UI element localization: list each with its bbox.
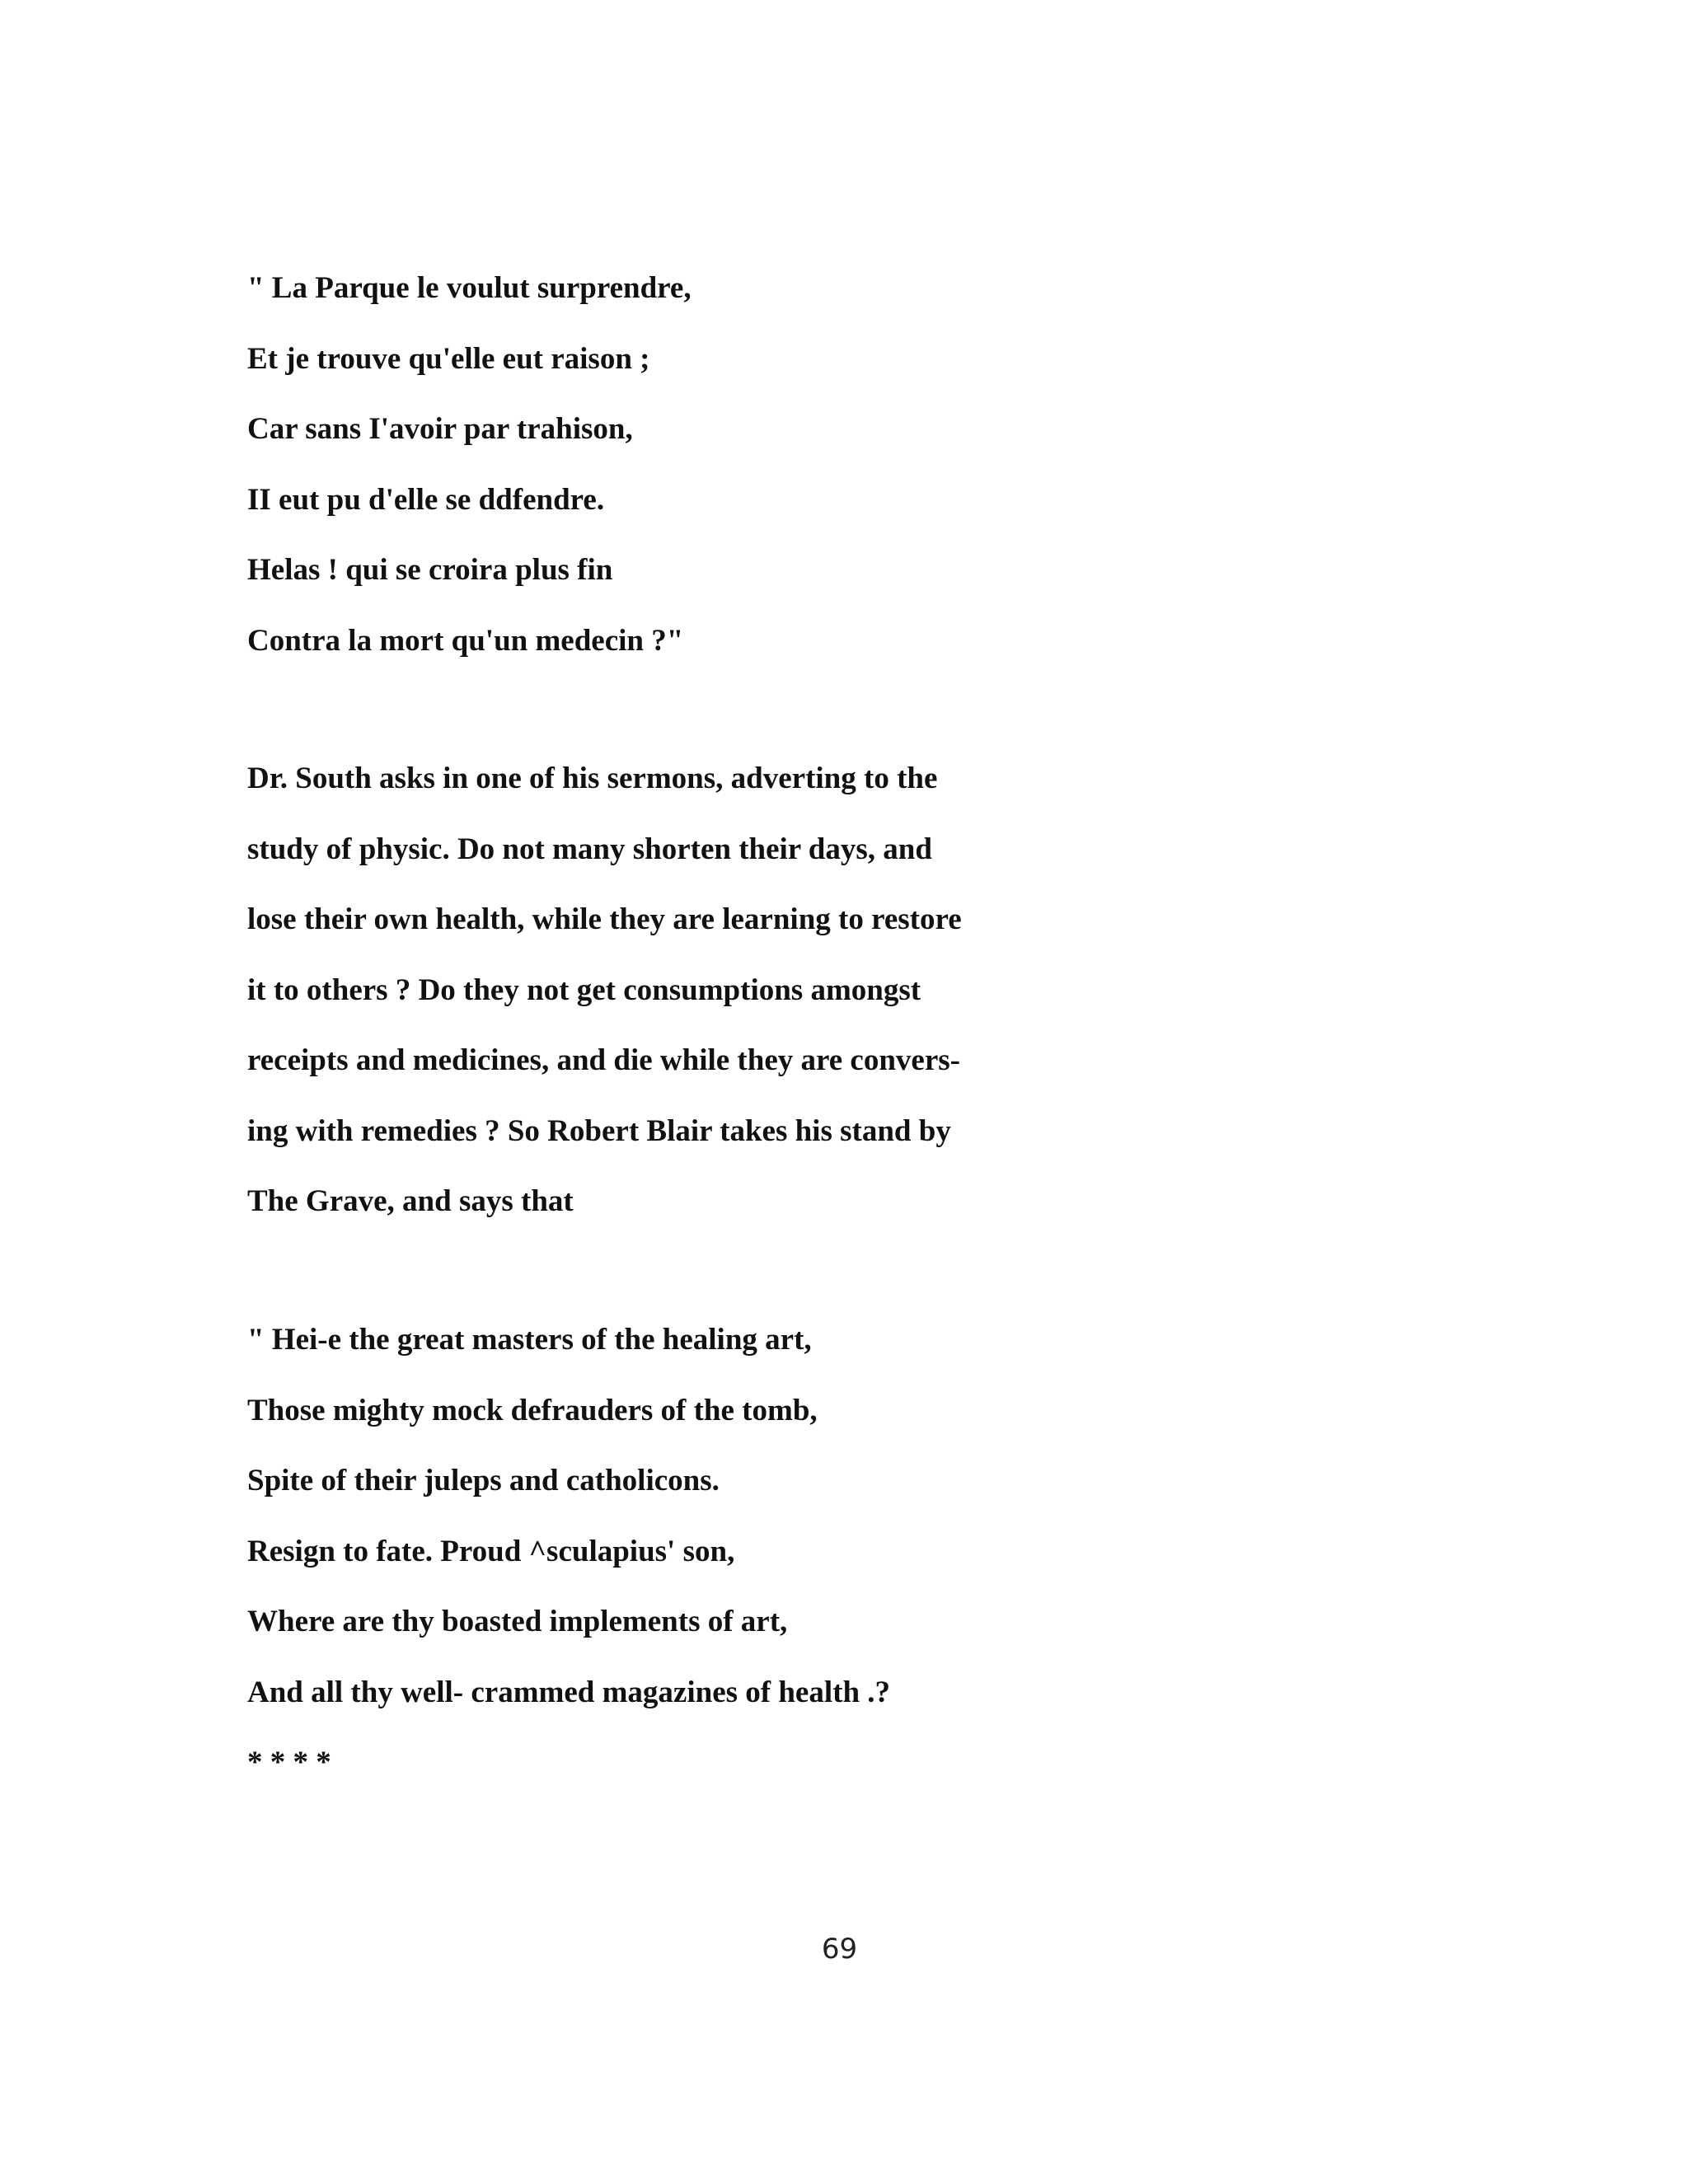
verse-line: Where are thy boasted implements of art, [247, 1605, 788, 1638]
verse-line: Car sans I'avoir par trahison, [247, 412, 633, 446]
verse-line: Spite of their juleps and catholicons. [247, 1464, 720, 1497]
verse-line: Those mighty mock defrauders of the tomb, [247, 1393, 818, 1427]
paragraph-line: ing with remedies ? So Robert Blair takes his stand by [247, 1113, 951, 1148]
paragraph-line: lose their own health, while they are learning to restore [247, 902, 962, 936]
paragraph-line: it to others ? Do they not get consumptions amongst [247, 972, 921, 1007]
verse-line: II eut pu d'elle se ddfendre. [247, 482, 605, 517]
paragraph-line: study of physic. Do not many shorten their days, and [247, 832, 932, 866]
verse-line: Resign to fate. Proud ^sculapius' son, [247, 1534, 735, 1568]
verse-line: Contra la mort qu'un medecin ?" [247, 623, 684, 658]
verse-line: " La Parque le voulut surprendre, [247, 271, 692, 305]
verse-line: And all thy well- crammed magazines of health .? [247, 1675, 891, 1709]
verse-stanza-1 [247, 253, 692, 676]
section-break-asterisks: * * * * [247, 1746, 331, 1779]
verse-stanza-2 [247, 1305, 890, 1798]
paragraph-line: Dr. South asks in one of his sermons, adverting to the [247, 762, 938, 795]
paragraph-line: The Grave, and says that [247, 1184, 574, 1218]
verse-line: Helas ! qui se croira plus fin [247, 553, 613, 587]
page-number: 69 [821, 1933, 858, 1966]
paragraph-line: receipts and medicines, and die while they are convers- [247, 1043, 960, 1077]
prose-paragraph [247, 743, 962, 1237]
verse-line: " Hei-e the great masters of the healing art, [247, 1323, 812, 1357]
verse-line: Et je trouve qu'elle eut raison ; [247, 341, 650, 376]
